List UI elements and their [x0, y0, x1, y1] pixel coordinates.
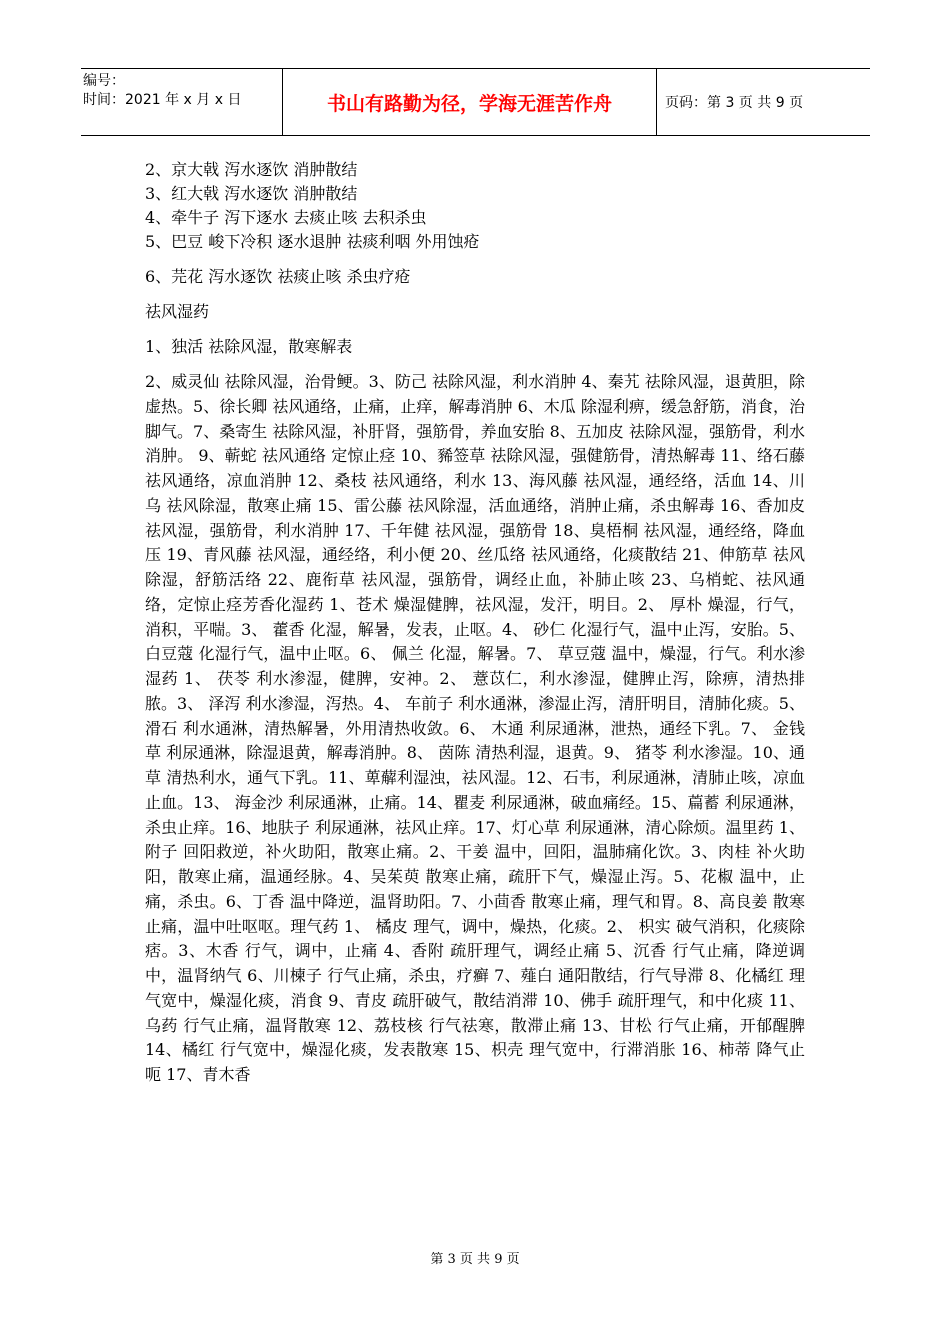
header-page-number: 页码：第 3 页 共 9 页 [665, 95, 804, 111]
document-time-label: 时间：2021 年 x 月 x 日 [83, 92, 242, 108]
page-footer: 第 3 页 共 9 页 [430, 1252, 520, 1267]
body-paragraph: 6、芫花 泻水逐饮 祛痰止咳 杀虫疗疮 [145, 267, 411, 286]
section-heading: 祛风湿药 [145, 302, 210, 321]
body-line: 4、牵牛子 泻下逐水 去痰止咳 去积杀虫 [145, 208, 427, 227]
header-motto: 书山有路勤为径，学海无涯苦作舟 [283, 69, 657, 135]
body-line: 2、京大戟 泻水逐饮 消肿散结 [145, 160, 358, 179]
body-line: 3、红大戟 泻水逐饮 消肿散结 [145, 184, 358, 203]
document-number-label: 编号： [83, 73, 125, 89]
page-header [81, 68, 870, 136]
long-paragraph: 2、威灵仙 祛除风湿，治骨鲠。3、防己 祛除风湿，利水消肿 4、秦艽 祛除风湿，退黄胆，除虚热。5、徐长卿 祛风通络，止痛，止痒，解毒消肿 6、木瓜 除湿利痹，缓急舒筋，消食，治脚气。7、桑寄生 祛除风湿，补肝肾，强筋骨，养血安胎 8、五加皮 祛除风湿，强筋骨，利水消肿。 9、蕲蛇 祛风通络 定惊止痉 10、豨签草 祛除风湿，强健筋骨，清热解毒 11、络石藤 祛风通络，凉血消肿 12、桑枝 祛风通络，利水 13、海风藤 祛风湿，通经络，活血 14、川乌 祛风除湿，散寒止痛 15、雷公藤 祛风除湿，活血通络，消肿止痛，杀虫解毒 16、香加皮 祛风湿，强筋骨，利水消肿 17、千年健 祛风湿，强筋骨 18、臭梧桐 祛风湿，通经络，降血压 19、青风藤 祛风湿，通经络，利小便 20、丝瓜络 祛风通络，化痰散结 21、伸筋草 祛风除湿，舒筋活络 22、鹿衔草 祛风湿，强筋骨，调经止血，补肺止咳 23、乌梢蛇、祛风通络，定惊止痉芳香化湿药 1、苍术 燥湿健脾，祛风湿，发汗，明目。2、 厚朴 燥湿，行气，消积，平喘。3、 藿香 化湿，解暑，发表，止呕。4、 砂仁 化湿行气，温中止泻，安胎。5、 白豆蔻 化湿行气，温中止呕。6、 佩兰 化湿，解暑。7、 草豆蔻 温中，燥湿，行气。利水渗湿药 1、 茯苓 利水渗湿，健脾，安神。2、 薏苡仁，利水渗湿，健脾止泻，除痹，清热排脓。3、 泽泻 利水渗湿，泻热。4、 车前子 利水通淋，渗湿止泻，清肝明目，清肺化痰。5、 滑石 利水通淋，清热解暑，外用清热收敛。6、 木通 利尿通淋，泄热，通经下乳。7、 金钱草 利尿通淋，除湿退黄，解毒消肿。8、 茵陈 清热利湿，退黄。9、 猪苓 利水渗湿。10、通草 清热利水，通气下乳。11、萆薢利湿浊，祛风湿。12、石韦，利尿通淋，清肺止咳，凉血止血。13、 海金沙 利尿通淋，止痛。14、瞿麦 利尿通淋，破血痛经。15、萹蓄 利尿通淋，杀虫止痒。16、地肤子 利尿通淋，祛风止痒。17、灯心草 利尿通淋，清心除烦。温里药 1、附子 回阳救逆，补火助阳，散寒止痛。2、干姜 温中，回阳，温肺痛化饮。3、肉桂 补火助阳，散寒止痛，温通经脉。4、吴茱萸 散寒止痛，疏肝下气，燥湿止泻。5、花椒 温中，止痛，杀虫。6、丁香 温中降逆，温肾助阳。7、小茴香 散寒止痛，理气和胃。8、高良姜 散寒止痛，温中吐呕呕。理气药 1、 橘皮 理气，调中，燥热，化痰。2、 枳实 破气消积，化痰除痞。3、木香 行气，调中，止痛 4、香附 疏肝理气，调经止痛 5、沉香 行气止痛，降逆调中，温肾纳气 6、川楝子 行气止痛，杀虫，疗癣 7、薤白 通阳散结，行气导滞 8、化橘红 理气宽中，燥湿化痰，消食 9、青皮 疏肝破气，散结消滞 10、佛手 疏肝理气，和中化痰 11、乌药 行气止痛，温肾散寒 12、荔枝核 行气祛寒，散滞止痛 13、甘松 行气止痛，开郁醒脾 14、橘红 行气宽中，燥湿化痰，发表散寒 15、枳壳 理气宽中，行滞消胀 16、柿蒂 降气止呃 17、青木香 [145, 372, 805, 1084]
document-body [145, 158, 805, 1088]
body-paragraph: 1、独活 祛除风湿，散寒解表 [145, 337, 353, 356]
header-meta [81, 69, 283, 135]
body-line: 5、巴豆 峻下冷积 逐水退肿 祛痰利咽 外用蚀疮 [145, 232, 480, 251]
